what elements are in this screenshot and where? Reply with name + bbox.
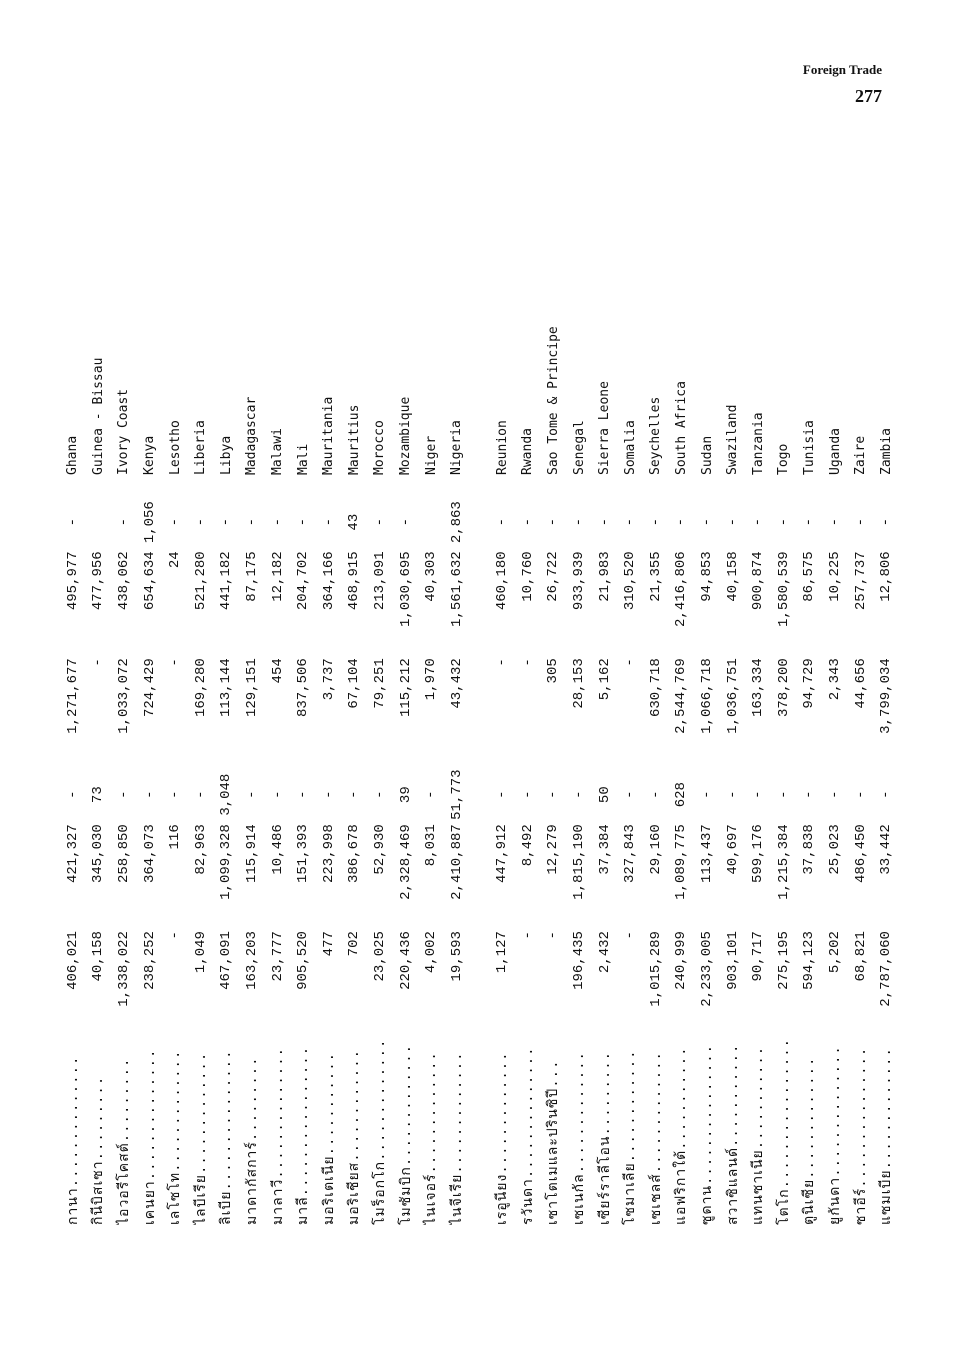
value-cell: 90,717	[750, 931, 767, 982]
value-cell: -	[192, 790, 209, 799]
english-country-name: Tanzania	[750, 412, 766, 475]
table-row	[60, 225, 86, 1225]
value-cell: -	[519, 931, 536, 940]
value-cell: 25,023	[827, 824, 844, 875]
value-cell: -	[519, 658, 536, 667]
thai-country-name: ซาอีร์...............	[853, 1046, 870, 1225]
value-cell: 594,123	[801, 931, 818, 990]
thai-country-name: แทนซาเนีย...........	[751, 1045, 768, 1225]
value-cell: 220,436	[397, 931, 414, 990]
table-row	[393, 225, 419, 1225]
value-cell: 1,033,072	[115, 658, 132, 734]
english-country-name: Somalia	[622, 420, 638, 475]
value-cell: 421,327	[64, 824, 81, 884]
value-cell: -	[724, 790, 741, 799]
thai-country-name: แซมเบีย.............	[879, 1047, 896, 1225]
thai-country-name: ยูกันดา..............	[828, 1045, 845, 1225]
english-country-name: South Africa	[673, 381, 689, 475]
value-cell: 486,450	[852, 824, 869, 884]
thai-country-name: รวันดา..............	[520, 1046, 537, 1225]
page-number: 277	[855, 86, 882, 106]
value-cell: -	[243, 790, 260, 799]
table-row	[643, 225, 669, 1225]
value-cell: 2,410,887	[448, 824, 465, 900]
value-cell: -	[167, 517, 184, 527]
value-cell: -	[371, 517, 388, 527]
value-cell	[86, 493, 112, 551]
value-cell: -	[647, 790, 664, 799]
value-cell: 8,492	[519, 824, 536, 867]
value-cell: -	[218, 517, 235, 527]
value-cell: 257,737	[852, 551, 869, 611]
value-cell: 129,151	[243, 658, 260, 718]
table-row	[111, 225, 137, 1225]
value-cell: -	[699, 517, 716, 527]
thai-country-name: มาลาวี..............	[270, 1046, 287, 1225]
value-cell: 1,815,190	[571, 824, 588, 900]
english-country-name: Mauritania	[321, 396, 337, 475]
english-country-name: Kenya	[142, 435, 158, 475]
value-cell: 2,416,806	[673, 551, 690, 627]
value-cell: 364,166	[320, 551, 337, 611]
english-country-name: Sierra Leone	[597, 381, 613, 475]
value-cell: -	[750, 517, 767, 527]
value-cell: 26,722	[545, 551, 562, 602]
english-country-name: Malawi	[270, 428, 286, 475]
table-row	[541, 225, 567, 1225]
value-cell: -	[699, 790, 716, 799]
value-cell: 28,153	[571, 658, 588, 709]
value-cell: -	[775, 790, 792, 799]
value-cell: 12,279	[545, 824, 562, 875]
english-country-name: Madagascar	[244, 396, 260, 475]
value-cell: 113,437	[699, 824, 716, 884]
value-cell: -	[519, 517, 536, 527]
table-row	[592, 225, 618, 1225]
thai-country-name: ซูดาน...............	[700, 1043, 717, 1225]
value-cell: 87,175	[243, 551, 260, 602]
value-cell: -	[397, 517, 414, 527]
value-cell: 441,182	[218, 551, 235, 611]
thai-country-name: ลิเบีย...............	[219, 1049, 236, 1225]
value-cell: 12,806	[878, 551, 895, 602]
value-cell: 8,031	[423, 824, 440, 867]
value-cell: 1,056	[141, 501, 158, 544]
value-cell: 163,334	[750, 658, 767, 718]
value-cell: 50	[596, 786, 613, 804]
value-cell: -	[494, 790, 511, 799]
value-cell: -	[647, 517, 664, 527]
thai-country-name: แอฟริกาใต้...........	[674, 1046, 691, 1225]
value-cell: 19,593	[448, 931, 465, 982]
value-cell: -	[519, 790, 536, 799]
value-cell: 1,580,539	[775, 551, 792, 627]
value-cell: 933,939	[571, 551, 588, 611]
value-cell: -	[878, 790, 895, 799]
value-cell: 1,036,751	[724, 658, 741, 734]
value-cell: 116	[167, 824, 184, 850]
value-cell: 258,850	[115, 824, 132, 884]
table-row	[265, 225, 291, 1225]
thai-country-name: เลโซโท.............	[168, 1049, 185, 1225]
value-cell: 1,099,328	[218, 824, 235, 900]
thai-country-name: มาลี................	[296, 1045, 313, 1225]
english-country-name: Sudan	[699, 435, 715, 475]
value-cell: -	[64, 790, 81, 799]
value-cell: -	[622, 517, 639, 527]
value-cell: 51,773	[448, 769, 465, 820]
value-cell: 40,697	[724, 824, 741, 875]
section-title: Foreign Trade	[802, 62, 882, 77]
thai-country-name: โซมาเลีย............	[623, 1049, 640, 1225]
value-cell: 23,025	[371, 931, 388, 982]
value-cell: -	[801, 517, 818, 527]
value-cell: 4,002	[423, 931, 440, 974]
thai-country-name: มอริเตเนีย...........	[321, 1051, 338, 1225]
value-cell: 3,737	[320, 658, 337, 701]
value-cell: -	[801, 790, 818, 799]
value-cell: 467,091	[218, 931, 235, 990]
separator-cell	[470, 225, 490, 1225]
value-cell: -	[115, 517, 132, 527]
thai-country-name: เซเชลส์.............	[648, 1051, 665, 1225]
value-cell: -	[622, 790, 639, 799]
value-cell: 2,432	[596, 931, 613, 974]
value-cell: 1,127	[494, 931, 511, 974]
value-cell: 40,303	[423, 551, 440, 602]
group-separator	[470, 225, 490, 1225]
table-row	[367, 225, 393, 1225]
value-cell: -	[878, 517, 895, 527]
value-cell: -	[827, 790, 844, 799]
value-cell: 37,384	[596, 824, 613, 875]
english-country-name: Guinea - Bissau	[90, 357, 106, 475]
value-cell: 386,678	[346, 824, 363, 884]
value-cell: 3,799,034	[878, 658, 895, 734]
value-cell: 327,843	[622, 824, 639, 884]
value-cell: 43,432	[448, 658, 465, 709]
value-cell: 240,999	[673, 931, 690, 990]
table-row	[342, 225, 368, 1225]
value-cell: -	[64, 517, 81, 527]
thai-country-name: ตูนิเซีย.............	[802, 1056, 819, 1225]
table-row	[214, 225, 240, 1225]
table-row	[490, 225, 516, 1225]
value-cell: -	[167, 931, 184, 940]
value-cell: 213,091	[371, 551, 388, 611]
thai-country-name: เซเนกัล.............	[572, 1051, 589, 1225]
english-country-name: Swaziland	[725, 404, 741, 475]
value-cell: -	[192, 517, 209, 527]
value-cell: 477,956	[90, 551, 107, 611]
value-cell: -	[545, 790, 562, 799]
english-country-name: Niger	[423, 435, 439, 475]
page-header	[803, 62, 882, 107]
table-row	[162, 225, 188, 1225]
table-row	[745, 225, 771, 1225]
table-row	[848, 225, 874, 1225]
value-cell: 44,656	[852, 658, 869, 709]
value-cell: -	[494, 517, 511, 527]
table-row	[316, 225, 342, 1225]
english-country-name: Tunisia	[801, 420, 817, 475]
value-cell: 67,104	[346, 658, 363, 709]
value-cell: -	[571, 790, 588, 799]
value-cell: -	[622, 658, 639, 667]
value-cell: 23,777	[269, 931, 286, 982]
value-cell: 115,914	[243, 824, 260, 884]
value-cell: 1,066,718	[699, 658, 716, 734]
value-cell: -	[545, 931, 562, 940]
english-country-name: Sao Tome & Principe	[545, 326, 561, 475]
table-row	[694, 225, 720, 1225]
value-cell: -	[243, 517, 260, 527]
value-cell: 204,702	[295, 551, 312, 611]
table-row	[617, 225, 643, 1225]
value-cell: 2,233,005	[699, 931, 716, 1007]
value-cell: 454	[269, 658, 286, 684]
value-cell: 654,634	[141, 551, 158, 611]
value-cell: 39	[397, 786, 414, 804]
value-cell: -	[269, 517, 286, 527]
value-cell: 24	[167, 551, 184, 569]
value-cell: -	[724, 517, 741, 527]
value-cell: 73	[90, 786, 107, 804]
value-cell: 599,176	[750, 824, 767, 884]
value-cell: -	[371, 790, 388, 799]
thai-country-name: ไนจีเรีย.............	[449, 1051, 466, 1225]
table-row	[797, 225, 823, 1225]
value-cell: 79,251	[371, 658, 388, 709]
value-cell: 37,838	[801, 824, 818, 875]
table-row	[515, 225, 541, 1225]
thai-country-name: กินีบิสเซา.........	[91, 1075, 108, 1225]
value-cell: 196,435	[571, 931, 588, 990]
english-country-name: Morocco	[372, 420, 388, 475]
value-cell: 2,787,060	[878, 931, 895, 1007]
value-cell: -	[295, 790, 312, 799]
value-cell: 40,158	[724, 551, 741, 602]
value-cell: -	[852, 790, 869, 799]
value-cell: 52,930	[371, 824, 388, 875]
value-cell: 1,561,632	[448, 551, 465, 627]
value-cell: -	[622, 931, 639, 940]
value-cell: 1,015,289	[647, 931, 664, 1007]
value-cell: -	[320, 790, 337, 799]
value-cell: -	[269, 790, 286, 799]
value-cell: 900,874	[750, 551, 767, 611]
thai-country-name: มอริเชียส............	[347, 1048, 364, 1225]
value-cell: 903,101	[724, 931, 741, 990]
value-cell: 275,195	[775, 931, 792, 990]
value-cell: 406,021	[64, 931, 81, 990]
value-cell: 1,271,677	[64, 658, 81, 734]
value-cell: -	[167, 658, 184, 667]
english-country-name: Rwanda	[520, 428, 536, 475]
table-row	[239, 225, 265, 1225]
english-country-name: Mauritius	[346, 404, 362, 475]
value-cell: 495,977	[64, 551, 81, 611]
english-country-name: Libya	[218, 435, 234, 475]
value-cell: 163,203	[243, 931, 260, 990]
value-cell: 521,280	[192, 551, 209, 611]
thai-country-name: สวาซิแลนด์...........	[725, 1043, 742, 1225]
value-cell: 2,544,769	[673, 658, 690, 734]
table-row	[418, 225, 444, 1225]
value-cell: -	[115, 790, 132, 799]
value-cell: -	[673, 517, 690, 527]
table-row	[822, 225, 848, 1225]
value-cell: 68,821	[852, 931, 869, 982]
value-cell: 21,983	[596, 551, 613, 602]
value-cell: 702	[346, 931, 363, 957]
thai-country-name: โมร็อกโก.............	[372, 1038, 389, 1225]
table-row	[86, 225, 112, 1225]
value-cell: 10,225	[827, 551, 844, 602]
value-cell: 468,915	[346, 551, 363, 611]
value-cell: 82,963	[192, 824, 209, 875]
table-row	[290, 225, 316, 1225]
value-cell: 1,030,695	[397, 551, 414, 627]
value-cell: 12,182	[269, 551, 286, 602]
value-cell: 1,049	[192, 931, 209, 974]
english-country-name: Uganda	[827, 428, 843, 475]
table-row	[771, 225, 797, 1225]
value-cell: -	[90, 658, 107, 667]
value-cell: 94,853	[699, 551, 716, 602]
thai-country-name: มาดากัสการ์.........	[244, 1056, 261, 1225]
thai-country-name: เซาโตเมและปรินซิปี...	[546, 1059, 563, 1225]
value-cell: -	[827, 517, 844, 527]
value-cell: 724,429	[141, 658, 158, 718]
value-cell: 169,280	[192, 658, 209, 718]
value-cell: 86,575	[801, 551, 818, 602]
value-cell: -	[141, 790, 158, 799]
value-cell: 2,328,469	[397, 824, 414, 900]
value-cell: 151,393	[295, 824, 312, 884]
english-country-name: Zaire	[853, 435, 869, 475]
value-cell: -	[571, 517, 588, 527]
value-cell: 2,863	[448, 501, 465, 544]
value-cell: 43	[346, 513, 363, 531]
value-cell: 310,520	[622, 551, 639, 611]
value-cell: 10,760	[519, 551, 536, 602]
thai-country-name: กานา..............	[65, 1055, 82, 1225]
trade-table	[60, 225, 899, 1225]
english-country-name: Nigeria	[449, 420, 465, 475]
value-cell: 837,506	[295, 658, 312, 718]
english-country-name: Ghana	[65, 435, 81, 475]
value-cell: 94,729	[801, 658, 818, 709]
value-cell: 477	[320, 931, 337, 957]
thai-country-name: ไอวอรีโคสต์.........	[116, 1057, 133, 1225]
value-cell: 1,215,384	[775, 824, 792, 900]
value-cell: -	[775, 517, 792, 527]
value-cell: 5,202	[827, 931, 844, 974]
value-cell: 630,718	[647, 658, 664, 718]
value-cell: 447,912	[494, 824, 511, 884]
value-cell: -	[852, 517, 869, 527]
english-country-name: Ivory Coast	[116, 388, 132, 475]
value-cell: 460,180	[494, 551, 511, 611]
value-cell: 378,200	[775, 658, 792, 718]
value-cell: 40,158	[90, 931, 107, 982]
english-country-name: Reunion	[494, 420, 510, 475]
english-country-name: Senegal	[571, 420, 587, 475]
value-cell: -	[596, 517, 613, 527]
value-cell: 2,343	[827, 658, 844, 701]
value-cell: 223,998	[320, 824, 337, 884]
thai-country-name: เซียร์ราลีโอน.........	[597, 1050, 614, 1225]
value-cell: 5,162	[596, 658, 613, 701]
table-row	[444, 225, 470, 1225]
table-row	[566, 225, 592, 1225]
value-cell: 10,486	[269, 824, 286, 875]
table-row	[720, 225, 746, 1225]
english-country-name: Togo	[776, 443, 792, 475]
value-cell: 3,048	[218, 773, 235, 816]
english-country-name: Lesotho	[167, 420, 183, 475]
value-cell: -	[494, 658, 511, 667]
value-cell: 364,073	[141, 824, 158, 884]
english-country-name: Mozambique	[398, 396, 414, 475]
value-cell	[418, 493, 444, 551]
value-cell: 113,144	[218, 658, 235, 718]
value-cell: -	[346, 790, 363, 799]
value-cell: -	[545, 517, 562, 527]
value-cell: 1,970	[423, 658, 440, 701]
value-cell: 438,062	[115, 551, 132, 611]
english-country-name: Seychelles	[648, 396, 664, 475]
english-country-name: Zambia	[878, 428, 894, 475]
thai-country-name: โมซัมบิก.............	[398, 1043, 415, 1225]
thai-country-name: โตโก................	[776, 1037, 793, 1225]
english-country-name: Mali	[295, 443, 311, 475]
table-row	[188, 225, 214, 1225]
value-cell: -	[167, 790, 184, 799]
thai-country-name: ไนเจอร์.............	[424, 1051, 441, 1225]
value-cell: 1,338,022	[115, 931, 132, 1007]
thai-country-name: เรอูนียง.............	[495, 1051, 512, 1225]
table-body	[60, 225, 899, 1225]
rotated-table-container	[60, 225, 896, 1225]
value-cell: 305	[545, 658, 562, 684]
value-cell: -	[320, 517, 337, 527]
value-cell: 115,212	[397, 658, 414, 718]
value-cell: 238,252	[141, 931, 158, 990]
table-row	[669, 225, 695, 1225]
table-row	[137, 225, 163, 1225]
value-cell: 1,089,775	[673, 824, 690, 900]
english-country-name: Liberia	[193, 420, 209, 475]
thai-country-name: ไลบีเรีย.............	[193, 1051, 210, 1225]
value-cell: 628	[673, 782, 690, 808]
value-cell: 29,160	[647, 824, 664, 875]
value-cell: 345,030	[90, 824, 107, 884]
value-cell: -	[423, 790, 440, 799]
value-cell: 33,442	[878, 824, 895, 875]
value-cell: 21,355	[647, 551, 664, 602]
value-cell: 905,520	[295, 931, 312, 990]
thai-country-name: เคนยา..............	[142, 1048, 159, 1225]
value-cell: -	[295, 517, 312, 527]
value-cell: -	[750, 790, 767, 799]
table-row	[873, 225, 899, 1225]
